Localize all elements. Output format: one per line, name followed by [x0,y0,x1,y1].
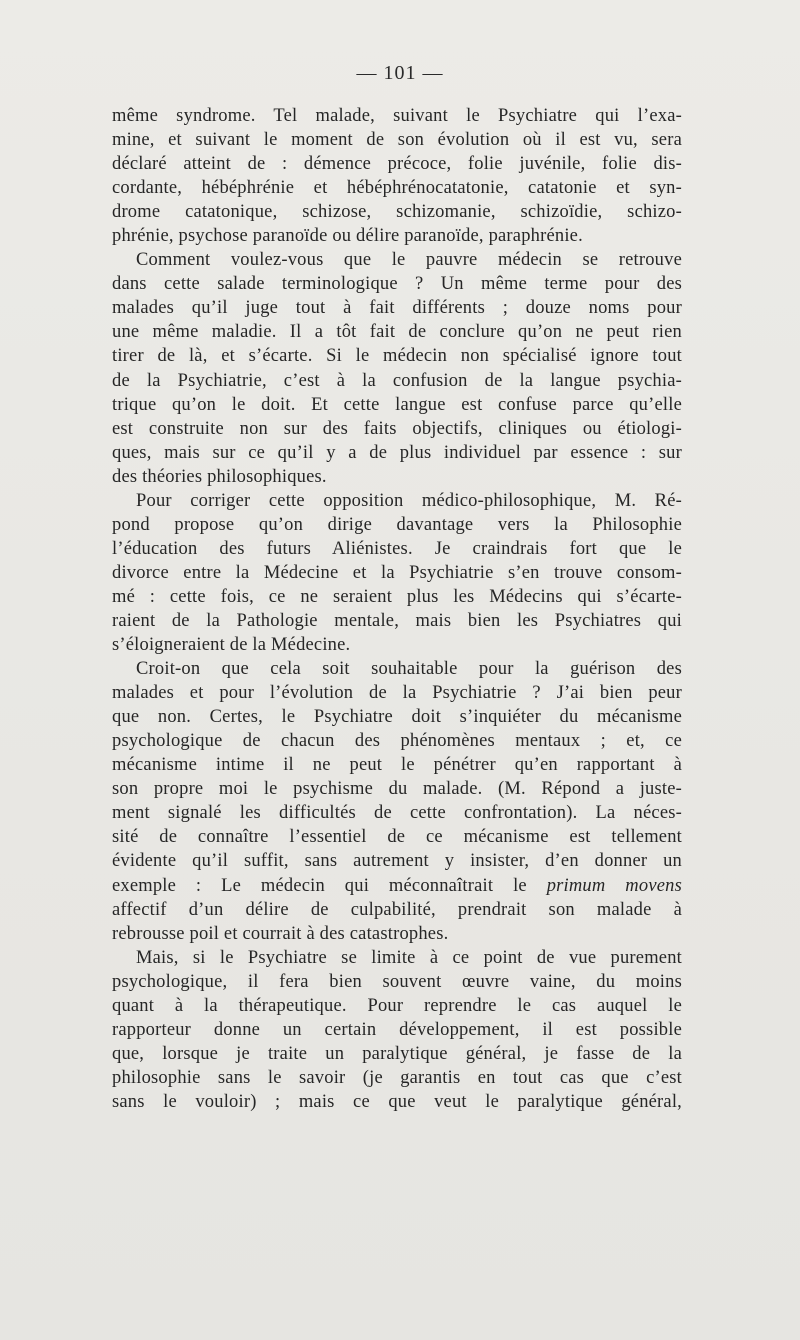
text-line: tirer de là, et s’écarte. Si le médecin non spécialisé ignore tout [112,346,682,367]
text-line [112,874,682,898]
text-line: est construite non sur des faits objectifs, cliniques ou étiologi- [112,418,682,439]
text-line: malades et pour l’évolution de la Psychiatrie ? J’ai bien peur [112,683,682,704]
text-line: pond propose qu’on dirige davantage vers la Philosophie [112,514,682,535]
text-line: affectif d’un délire de culpabilité, prendrait son malade à [112,899,682,920]
text-line: une même maladie. Il a tôt fait de conclure qu’on ne peut rien [112,322,682,343]
text-line: que, lorsque je traite un paralytique général, je fasse de la [112,1043,682,1064]
text-line: que non. Certes, le Psychiatre doit s’inquiéter du mécanisme [112,707,682,728]
text-line: malades qu’il juge tout à fait différents ; douze noms pour [112,298,682,319]
text-line: Pour corriger cette opposition médico-philosophique, M. Ré- [136,490,682,511]
text-line: l’éducation des futurs Aliénistes. Je craindrais fort que le [112,538,682,559]
text-line: s’éloigneraient de la Médecine. [112,635,351,656]
text-line: drome catatonique, schizose, schizomanie, schizoïdie, schizo- [112,202,682,223]
text-line: ment signalé les difficultés de cette confrontation). La néces- [112,803,682,824]
text-line: des théories philosophiques. [112,466,327,487]
page-number-header: — 101 — [356,62,444,84]
text-line: rebrousse poil et courrait à des catastrophes. [112,923,449,944]
text-line: quant à la thérapeutique. Pour reprendre le cas auquel le [112,995,682,1016]
body-text [112,104,682,1114]
text-line: Comment voulez-vous que le pauvre médecin se retrouve [136,250,682,271]
italic-phrase: primum movens [546,875,682,896]
text-line: rapporteur donne un certain développement, il est possible [112,1019,682,1040]
text-line: cordante, hébéphrénie et hébéphrénocatatonie, catatonie et syn- [112,178,682,199]
text-line: trique qu’on le doit. Et cette langue est confuse parce qu’elle [112,394,682,415]
text-line: psychologique de chacun des phénomènes mentaux ; et, ce [112,731,682,752]
text-line: son propre moi le psychisme du malade. (M. Répond a juste- [112,779,682,800]
text-line: évidente qu’il suffit, sans autrement y insister, d’en donner un [112,851,682,872]
text-line: mé : cette fois, ce ne seraient plus les Médecins qui s’écarte- [112,586,682,607]
text-line: philosophie sans le savoir (je garantis en tout cas que c’est [112,1067,682,1088]
text-line: mécanisme intime il ne peut le pénétrer qu’en rapportant à [112,755,682,776]
text-line: sité de connaître l’essentiel de ce mécanisme est tellement [112,827,682,848]
text-line: Mais, si le Psychiatre se limite à ce point de vue purement [136,947,682,968]
text-line: mine, et suivant le moment de son évolution où il est vu, sera [112,130,682,151]
text-line: sans le vouloir) ; mais ce que veut le paralytique général, [112,1091,682,1112]
text-line: Croit-on que cela soit souhaitable pour la guérison des [136,659,682,680]
text-line: divorce entre la Médecine et la Psychiatrie s’en trouve consom- [112,562,682,583]
text-line: de la Psychiatrie, c’est à la confusion de la langue psychia- [112,370,682,391]
text-line: psychologique, il fera bien souvent œuvre vaine, du moins [112,971,682,992]
text-line: phrénie, psychose paranoïde ou délire paranoïde, paraphrénie. [112,226,583,247]
text-line-part: exemple : Le médecin qui méconnaîtrait le [112,875,547,896]
text-line: raient de la Pathologie mentale, mais bien les Psychiatres qui [112,610,682,631]
text-line: même syndrome. Tel malade, suivant le Psychiatre qui l’exa- [112,106,682,126]
text-line: ques, mais sur ce qu’il y a de plus individuel par essence : sur [112,442,682,463]
text-line: dans cette salade terminologique ? Un même terme pour des [112,274,682,295]
text-line: déclaré atteint de : démence précoce, folie juvénile, folie dis- [112,154,682,175]
